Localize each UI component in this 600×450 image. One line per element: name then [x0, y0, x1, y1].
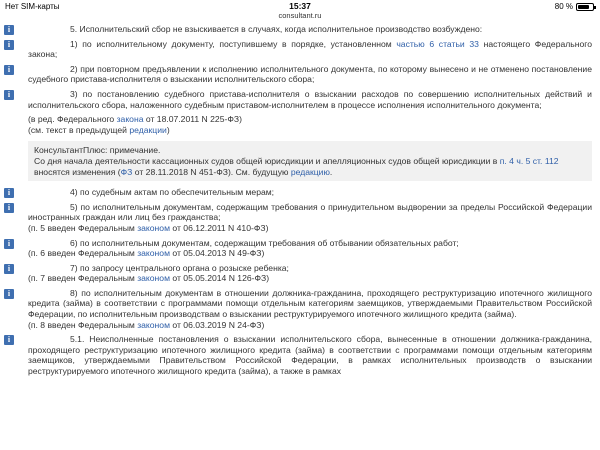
battery-icon [576, 3, 594, 11]
battery-area [555, 2, 594, 11]
note-link-edition[interactable]: редакцию [290, 166, 330, 177]
status-bar [0, 0, 600, 24]
law-link[interactable]: законом [137, 248, 170, 259]
amendment-text: (п. 8 введен Федеральным законом от 06.03.2019 N 24-ФЗ) [28, 319, 265, 330]
carrier-label: Нет SIM-карты [5, 2, 60, 11]
amendment-5 [0, 223, 600, 234]
info-icon[interactable]: i [4, 188, 14, 198]
amendment-text: (см. текст в предыдущей редакции) [28, 124, 170, 135]
info-icon[interactable]: i [4, 264, 14, 274]
item-6 [0, 238, 600, 249]
note-link-fz[interactable]: ФЗ [120, 166, 133, 177]
item-text: 2) при повторном предъявлении к исполнению исполнительного документа, по которому вынесено и не отменено постановление судебного пристава-исполнителя о взыскании исполнительского сбора; [28, 63, 592, 85]
info-icon[interactable]: i [4, 90, 14, 100]
item-7 [0, 263, 600, 274]
item-5 [0, 202, 600, 223]
item-text: 1) по исполнительному документу, поступившему в порядке, установленном частью 6 статьи 33 настоящего Федерального закона; [28, 38, 593, 60]
battery-fill [578, 5, 589, 9]
info-icon[interactable]: i [4, 65, 14, 75]
note-title: КонсультантПлюс: примечание. [34, 145, 161, 156]
info-icon[interactable]: i [4, 40, 14, 50]
item-text: 6) по исполнительным документам, содержащим требования об отбывании обязательных работ; [70, 237, 459, 248]
item-8 [0, 288, 600, 320]
link-part-6-article-33[interactable]: частью 6 статьи 33 [396, 38, 479, 49]
consultant-note: КонсультантПлюс: примечание. Со дня начала деятельности кассационных судов общей юрисдикции и апелляционных судов общей юрисдикции в п. 4 ч. 5 ст. 112 вносятся изменения (ФЗ от 28.11.2018 N 451-ФЗ). См. будущую редакцию. [28, 141, 592, 181]
amendment-text: (в ред. Федерального закона от 18.07.2011 N 225-ФЗ) [28, 114, 242, 125]
law-link[interactable]: законом [137, 222, 170, 233]
amendment-text: (п. 5 введен Федеральным законом от 06.12.2011 N 410-ФЗ) [28, 222, 269, 233]
amendment-text: (п. 6 введен Федеральным законом от 05.04.2013 N 49-ФЗ) [28, 248, 265, 259]
law-link[interactable]: законом [137, 273, 170, 284]
amendment-text: (п. 7 введен Федеральным законом от 05.05.2014 N 126-ФЗ) [28, 273, 270, 284]
item-text: 8) по исполнительным документам в отношении должника-гражданина, проходящего реструктуризацию ипотечного жилищного кредита (займа) в соответствии с программами помощи отдельным категориям заемщиков, утверждаемыми Правительством Российской Федерации, по исполнительным производствам о взыскании реструктурируемого ипотечного жилищного кредита (займа). [28, 287, 592, 320]
site-url[interactable]: consultant.ru [278, 11, 322, 20]
law-link[interactable]: закона [116, 114, 144, 125]
clock: 15:37 [289, 1, 311, 11]
document-body[interactable] [0, 24, 600, 450]
paragraph-text: 5.1. Неисполненные постановления о взыскании исполнительского сбора, вынесенные в отношении должника-гражданина, проходящего реструктуризацию ипотечного жилищного кредита (займа) в соответствии с программами помощи отдельным категориям заемщиков, утверждаемыми Правительством Российской Федерации, в рамках исполнительных производств о взыскании реструктурируемого ипотечного жилищного кредита (займа), а также в рамках [28, 334, 592, 377]
item-text: 3) по постановлению судебного пристава-исполнителя о взыскании расходов по совершению исполнительных действий и исполнительского сбора, наложенного судебным приставом-исполнителем в процессе исполнения исполнительного документа; [28, 88, 592, 110]
amendment-8 [0, 320, 600, 331]
battery-percent: 80 % [554, 2, 573, 11]
amendment-6 [0, 248, 600, 259]
info-icon[interactable]: i [4, 203, 14, 213]
item-text: 4) по судебным актам по обеспечительным мерам; [70, 187, 275, 198]
amendment-3 [0, 114, 600, 135]
law-link[interactable]: законом [137, 319, 170, 330]
status-center [0, 1, 600, 21]
item-text: 7) по запросу центрального органа о розыске ребенка; [70, 262, 289, 273]
paragraph-5-1 [0, 334, 600, 376]
info-icon[interactable]: i [4, 25, 14, 35]
paragraph-text: 5. Исполнительский сбор не взыскивается в случаях, когда исполнительное производство возбуждено: [70, 24, 483, 34]
info-icon[interactable]: i [4, 239, 14, 249]
item-4 [0, 187, 600, 198]
item-1 [0, 39, 600, 60]
item-text: 5) по исполнительным документам, содержащим требования о принудительном выдворении за пределы Российской Федерации иностранных граждан или лиц без гражданства; [28, 201, 592, 223]
amendment-7 [0, 273, 600, 284]
info-icon[interactable]: i [4, 335, 14, 345]
item-2 [0, 64, 600, 85]
info-icon[interactable]: i [4, 289, 14, 299]
item-3 [0, 89, 600, 110]
note-link-article[interactable]: п. 4 ч. 5 ст. 112 [499, 155, 559, 166]
previous-edition-link[interactable]: редакции [129, 124, 167, 135]
paragraph-5 [0, 24, 600, 35]
